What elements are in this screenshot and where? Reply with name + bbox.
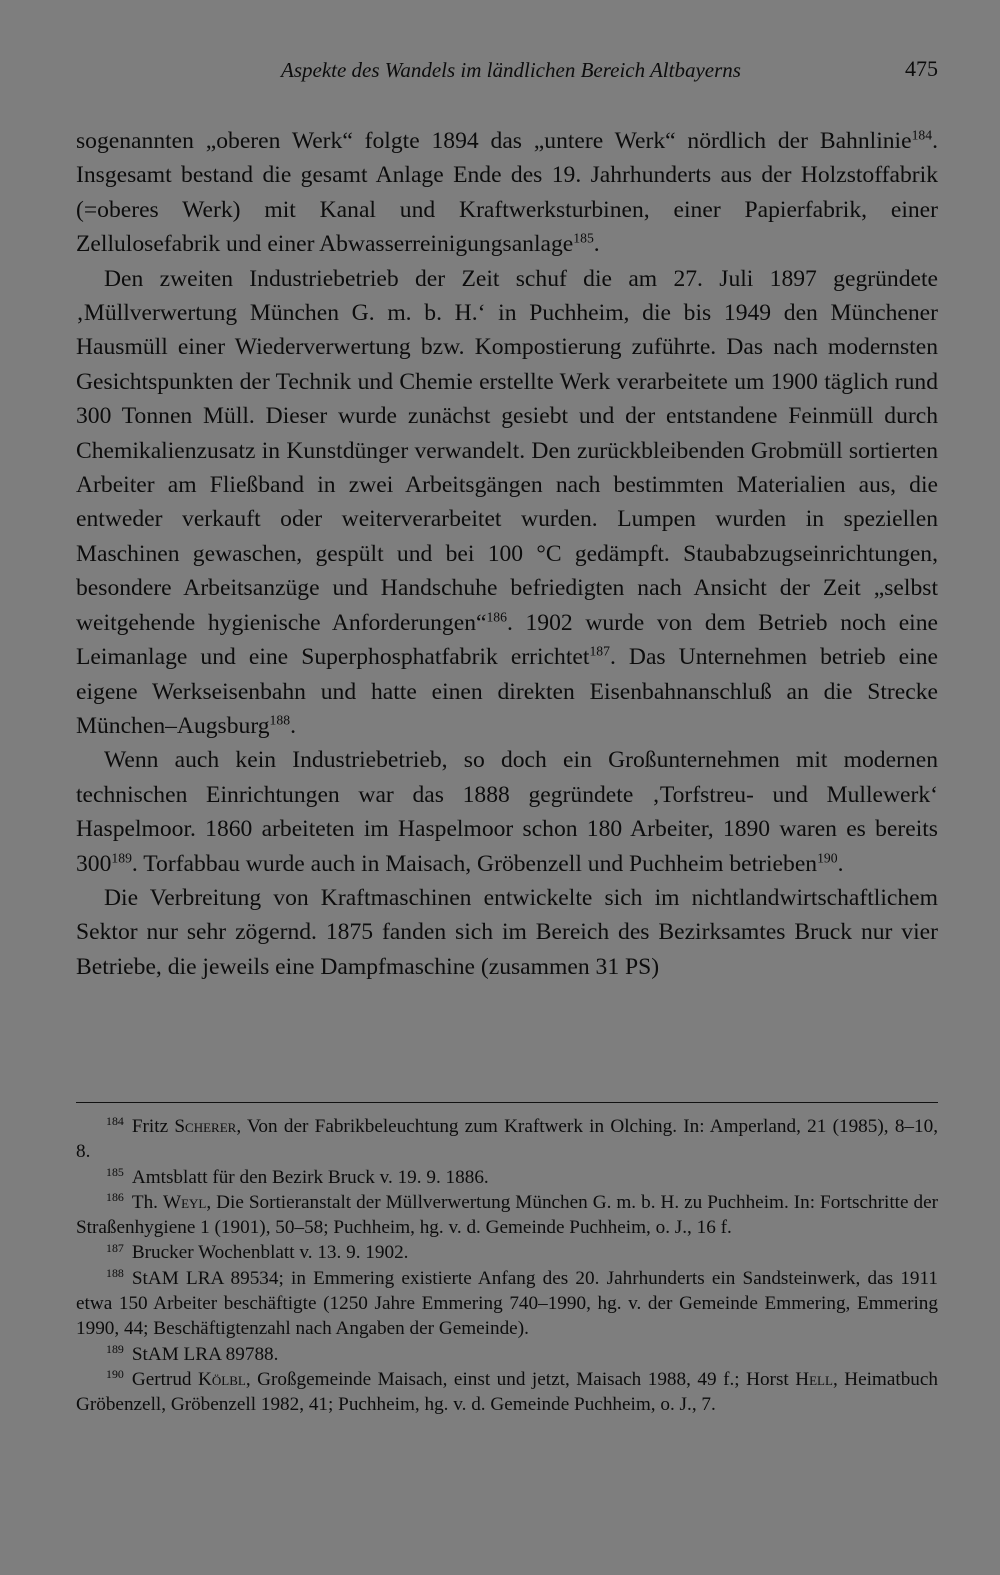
author-name: Hell — [795, 1368, 833, 1390]
page-number: 475 — [905, 56, 938, 81]
footnote-ref-190: 190 — [817, 850, 838, 866]
footnote-number: 188 — [106, 1266, 124, 1281]
author-name: Kölbl — [198, 1368, 246, 1390]
footnote-ref-185: 185 — [573, 230, 594, 246]
footnote-189 — [76, 1342, 938, 1367]
footnote-text: , Großgemeinde Maisach, einst und jetzt, Maisach 1988, 49 f.; Horst — [245, 1368, 796, 1390]
paragraph-3 — [76, 743, 938, 881]
footnote-187 — [76, 1240, 938, 1265]
text-run: . — [593, 231, 600, 258]
footnote-ref-186: 186 — [486, 609, 507, 625]
footnote-text: StAM LRA 89534; in Emmering existierte Anfang des 20. Jahrhunderts ein Sandsteinwerk, das 1911 etwa 150 Arbeiter beschäftigte (1250 Jahre Emmering 740–1990, hg. v. der Gemeinde Emmering, Emmering 1990, 44; Beschäftigtenzahl nach Angaben der Gemeinde). — [76, 1267, 938, 1340]
footnote-184 — [76, 1114, 938, 1165]
footnote-ref-188: 188 — [269, 712, 291, 728]
footnote-186 — [76, 1190, 938, 1241]
text-run: . — [290, 712, 296, 739]
text-run: Den zweiten Industriebetrieb der Zeit schuf die am 27. Juli 1897 gegründete ‚Müllverwertung München G. m. b. H.‘ in Puchheim, die bis 1949 den Münchener Hausmüll einer Wiederverwertung bzw. Kompostierung zuführte. Das nach modernsten Gesichtspunkten der Technik und Chemie erstellte Werk verarbeitete um 1900 täglich rund 300 Tonnen Müll. Dieser wurde zunächst gesiebt und der entstandene Feinmüll durch Chemikalienzusatz in Kunstdünger verwandelt. Den zurückbleibenden Grobmüll sortierten Arbeiter am Fließband in zwei Arbeitsgängen nach bestimmten Materialien aus, die entweder verkauft oder weiterverarbeitet wurden. Lumpen wurden in speziellen Maschinen gewaschen, gespült und bei 100 °C gedämpft. Staubabzugseinrichtungen, besondere Arbeitsanzüge und Handschuhe befriedigten nach Ansicht der Zeit „selbst weitgehende hygienische Anforderungen“ — [76, 265, 938, 636]
text-run: . Insgesamt bestand die gesamt Anlage Ende des 19. Jahrhunderts aus der Holzstoffabrik (=oberes Werk) mit Kanal und Kraftwerksturbinen, einer Papierfabrik, einer Zellulosefabrik und einer Abwasserreinigungsanlage — [76, 128, 938, 258]
footnote-text: , Die Sortieranstalt der Müllverwertung München G. m. b. H. zu Puchheim. In: Fortschritte der Straßenhygiene 1 (1901), 50–58; Puchheim, hg. v. d. Gemeinde Puchheim, o. J., 16 f. — [76, 1191, 938, 1239]
footnote-number: 184 — [106, 1114, 124, 1129]
footnote-text: Gertrud — [131, 1368, 199, 1390]
paragraph-1 — [76, 124, 938, 262]
footnote-number: 190 — [106, 1367, 124, 1382]
author-name: Weyl — [162, 1191, 207, 1213]
footnote-text: Th. — [131, 1191, 163, 1213]
text-run: . — [837, 850, 844, 877]
text-run: Die Verbreitung von Kraftmaschinen entwickelte sich im nichtlandwirtschaftlichem Sektor nur sehr zögernd. 1875 fanden sich im Bereich des Bezirksamtes Bruck nur vier Betriebe, die jeweils eine Dampfmaschine (zusammen 31 PS) — [76, 884, 938, 980]
footnote-number: 185 — [106, 1165, 124, 1180]
paragraph-4 — [76, 881, 938, 984]
footnote-text: StAM LRA 89788. — [131, 1343, 279, 1365]
page-header — [76, 54, 938, 86]
text-run: Wenn auch kein Industriebetrieb, so doch ein Großunternehmen mit modernen technischen Einrichtungen war das 1888 gegründete ‚Torfstreu- und Mullewerk‘ Haspelmoor. 1860 arbeiteten im Haspelmoor schon 180 Arbeiter, 1890 waren es bereits 300 — [76, 747, 938, 877]
footnote-185 — [76, 1165, 938, 1190]
main-text — [76, 124, 938, 984]
footnotes — [76, 1114, 938, 1418]
footnote-190 — [76, 1367, 938, 1418]
text-run: . 1902 wurde von dem Betrieb noch eine Leimanlage und eine Superphosphatfabrik errichtet — [76, 609, 939, 671]
text-run: sogenannten „oberen Werk“ folgte 1894 das „untere Werk“ nördlich der Bahnlinie — [76, 128, 912, 154]
author-name: Scherer — [174, 1116, 237, 1137]
footnote-text: , Von der Fabrikbeleuchtung zum Kraftwerk in Olching. In: Amperland, 21 (1985), 8–10, 8. — [76, 1116, 938, 1163]
footnote-number: 187 — [106, 1240, 124, 1255]
footnote-text: Amtsblatt für den Bezirk Bruck v. 19. 9. 1886. — [131, 1166, 489, 1188]
running-head: Aspekte des Wandels im ländlichen Bereich Altbayerns — [281, 58, 741, 82]
footnote-text: Brucker Wochenblatt v. 13. 9. 1902. — [131, 1242, 409, 1264]
footnote-text: Fritz — [131, 1116, 175, 1137]
footnote-ref-184: 184 — [911, 127, 933, 143]
footnote-ref-189: 189 — [111, 850, 132, 866]
footnote-separator — [76, 1102, 938, 1103]
footnote-number: 189 — [106, 1342, 124, 1357]
text-run: . Das Unternehmen betrieb eine eigene Werkseisenbahn und hatte einen direkten Eisenbahnanschluß an die Strecke München–Augsburg — [76, 644, 938, 739]
footnote-text: , Heimatbuch Gröbenzell, Gröbenzell 1982, 41; Puchheim, hg. v. d. Gemeinde Puchheim, o. J., 7. — [76, 1368, 939, 1416]
footnote-ref-187: 187 — [589, 643, 610, 659]
footnote-188 — [76, 1266, 938, 1342]
paragraph-2 — [76, 262, 938, 744]
text-run: . Torfabbau wurde auch in Maisach, Gröbenzell und Puchheim betrieben — [131, 850, 818, 877]
footnote-number: 186 — [106, 1190, 124, 1205]
